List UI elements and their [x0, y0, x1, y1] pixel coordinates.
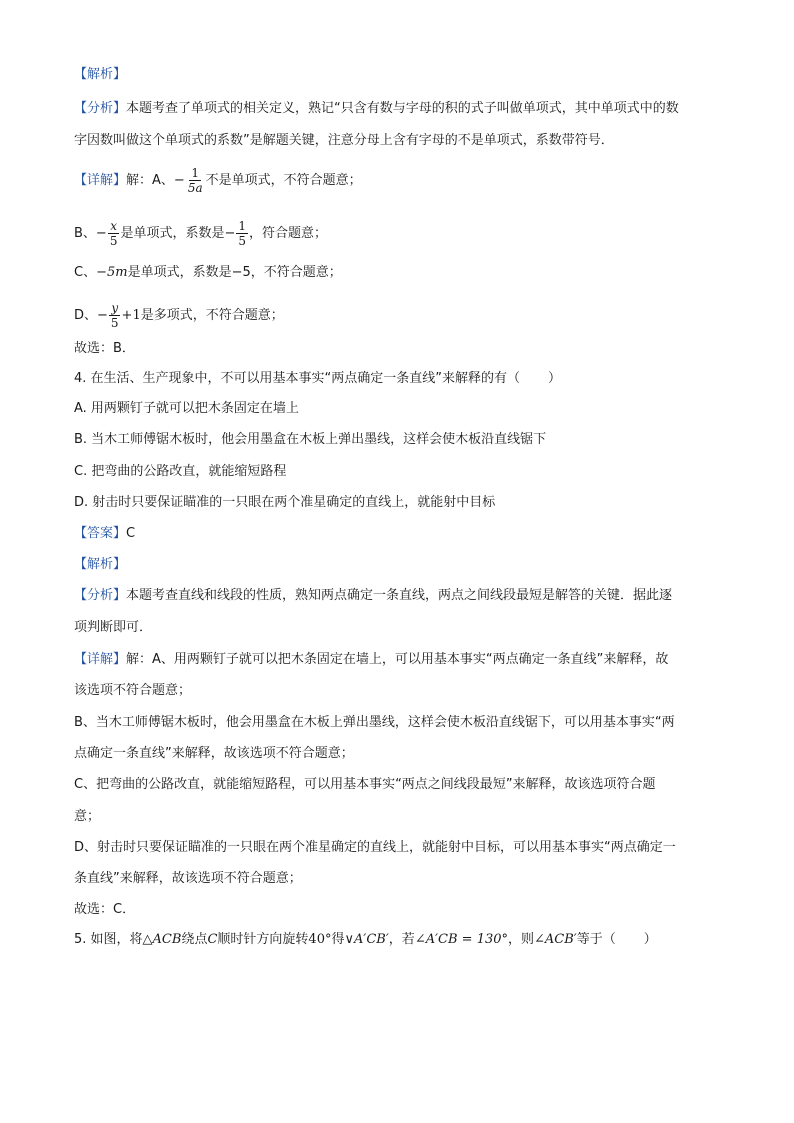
question-5-stem: 5. 如图，将△ACB绕点C顺时针方向旋转40°得∨A′CB′，若∠A′CB = 130°，则∠ACB′等于（ ）	[74, 932, 657, 947]
q4-xiangjie-d-line-1: D、射击时只要保证瞄准的一只眼在两个准星确定的直线上，就能射中目标，可以用基本事实“两点确定一	[74, 840, 676, 855]
fraction: $\frac{1}{5}$	[238, 219, 246, 248]
q4-xiangjie-c-line-1: C、把弯曲的公路改直，就能缩短路程，可以用基本事实“两点之间线段最短”来解释，故该选项符合题	[74, 777, 656, 792]
jiexi-heading-2: 【解析】	[74, 557, 127, 572]
xiangjie-option-d: D、− $\frac{y}{5}$ +1是多项式，不符合题意；	[74, 301, 284, 330]
q4-xiangjie-b-line-1: B、当木工师傅锯木板时，他会用墨盒在木板上弹出墨线，这样会使木板沿直线锯下，可以用基本事实“两	[74, 715, 675, 730]
fraction: $\frac{y}{5}$	[110, 301, 119, 330]
q4-fenxi-line-1: 【分析】本题考查直线和线段的性质，熟知两点确定一条直线，两点之间线段最短是解答的关键．据此逐	[74, 588, 673, 603]
question-4-answer: 【答案】C	[74, 526, 136, 541]
q4-xiangjie-a-line-1: 【详解】解：A、用两颗钉子就可以把木条固定在墙上，可以用基本事实“两点确定一条直线”来解释，故	[74, 652, 669, 667]
q4-xiangjie-d-line-2: 条直线”来解释，故该选项不符合题意；	[74, 871, 302, 886]
question-4-option-d: D. 射击时只要保证瞄准的一只眼在两个准星确定的直线上，就能射中目标	[74, 495, 496, 510]
fraction: $\frac{1}{5a}$	[187, 166, 203, 195]
q4-xiangjie-a-line-2: 该选项不符合题意；	[74, 683, 192, 698]
q4-xiangjie-b-line-2: 点确定一条直线”来解释，故该选项不符合题意；	[74, 746, 354, 761]
guxuan-c: 故选：C．	[74, 902, 136, 917]
fenxi-line-2: 字因数叫做这个单项式的系数”是解题关键，注意分母上含有字母的不是单项式，系数带符号．	[74, 133, 614, 148]
fenxi-line-1: 【分析】本题考查了单项式的相关定义，熟记“只含有数与字母的积的式子叫做单项式，其中单项式中的数	[74, 101, 679, 116]
fraction: $\frac{x}{5}$	[109, 219, 118, 248]
question-4-option-a: A. 用两颗钉子就可以把木条固定在墙上	[74, 401, 299, 416]
guxuan-b: 故选：B．	[74, 341, 135, 356]
xiangjie-option-a: 【详解】解：A、− $\frac{1}{5a}$ 不是单项式，不符合题意；	[74, 166, 362, 195]
xiangjie-option-c: C、−5m是单项式，系数是−5，不符合题意；	[74, 265, 342, 280]
question-4-option-c: C. 把弯曲的公路改直，就能缩短路程	[74, 464, 287, 479]
jiexi-heading-1: 【解析】	[74, 67, 127, 82]
xiangjie-option-b: B、− $\frac{x}{5}$ 是单项式，系数是− $\frac{1}{5}$ ，符合题意；	[74, 219, 328, 248]
q4-xiangjie-c-line-2: 意；	[74, 809, 101, 824]
question-4-option-b: B. 当木工师傅锯木板时，他会用墨盒在木板上弹出墨线，这样会使木板沿直线锯下	[74, 432, 547, 447]
q4-fenxi-line-2: 项判断即可．	[74, 620, 153, 635]
question-4-stem: 4. 在生活、生产现象中，不可以用基本事实“两点确定一条直线”来解释的有（ ）	[74, 371, 562, 386]
